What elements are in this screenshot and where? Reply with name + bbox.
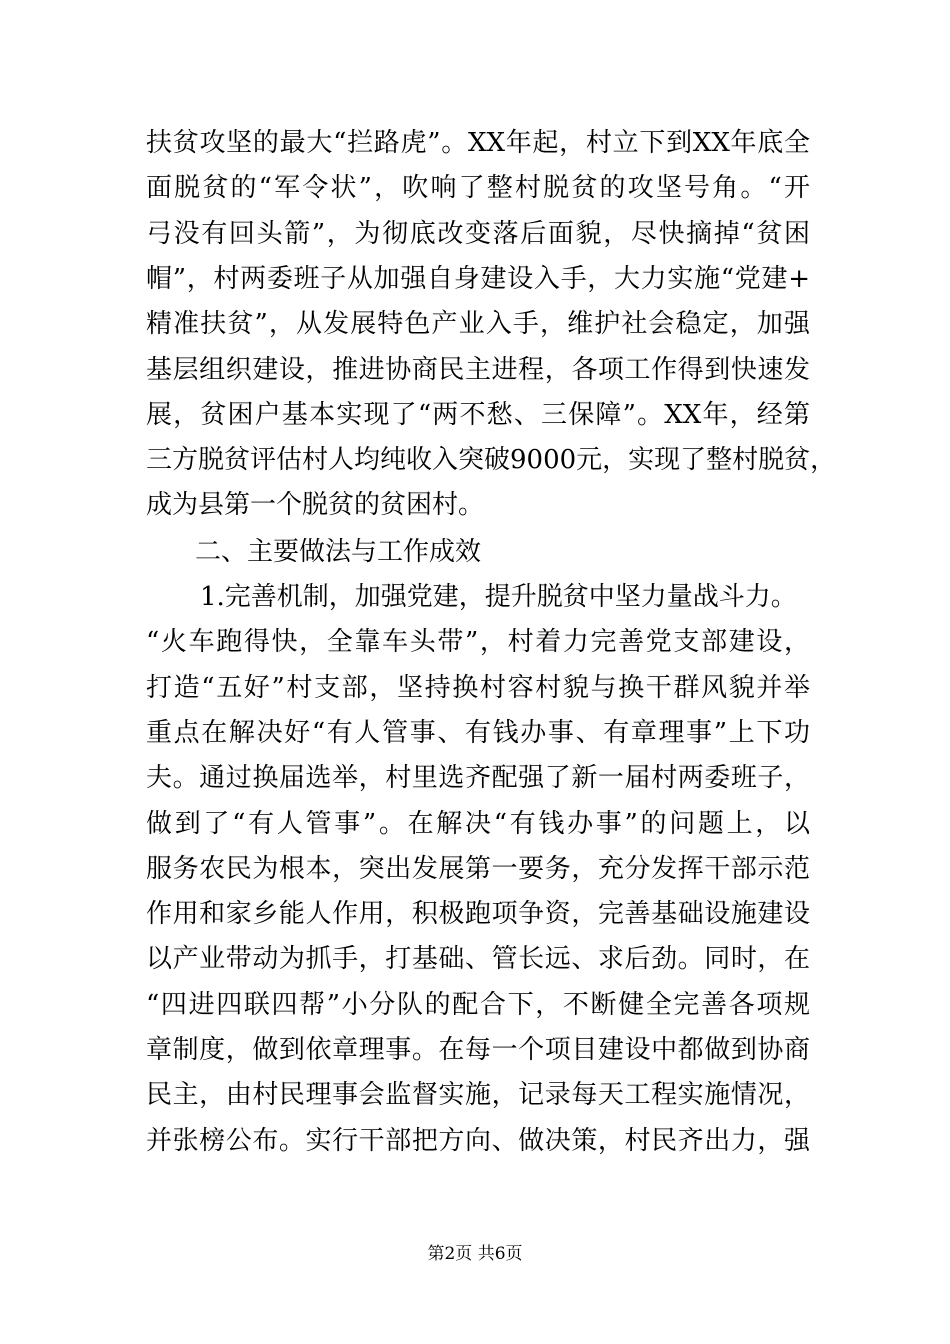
page-footer: 第2页 共6页 [427,1244,523,1264]
text-line: 精准扶贫”，从发展特色产业入手，维护社会稳定，加强 [146,309,810,340]
text-line: 做到了“有人管事”。在解决“有钱办事”的问题上，以 [146,808,810,839]
text-line: “火车跑得快，全靠车头带”，村着力完善党支部建设， [146,627,810,658]
text-line: 展，贫困户基本实现了“两不愁、三保障”。XX年，经第 [146,399,810,430]
text-line: 弓没有回头箭”，为彻底改变落后面貌，尽快摘掉“贫困 [146,218,810,249]
section-heading: 二、主要做法与工作成效 [195,537,482,567]
text-line: 1.完善机制，加强党建，提升脱贫中坚力量战斗力。 [200,582,797,612]
text-line: 服务农民为根本，突出发展第一要务，充分发挥干部示范 [146,853,810,884]
text-line: 三方脱贫评估村人均纯收入突破9000元，实现了整村脱贫， [146,445,837,476]
text-line: 成为县第一个脱贫的贫困村。 [146,490,485,521]
text-line: 作用和家乡能人作用，积极跑项争资，完善基础设施建设 [146,899,810,930]
text-line: “四进四联四帮”小分队的配合下，不断健全完善各项规 [146,989,810,1020]
text-line: 以产业带动为抓手，打基础、管长远、求后劲。同时，在 [146,944,810,975]
text-line: 基层组织建设，推进协商民主进程，各项工作得到快速发 [146,354,810,385]
text-line: 重点在解决好“有人管事、有钱办事、有章理事”上下功 [146,717,810,748]
text-line: 民主，由村民理事会监督实施，记录每天工程实施情况， [146,1080,810,1111]
text-line: 面脱贫的“军令状”，吹响了整村脱贫的攻坚号角。“开 [146,173,810,204]
text-line: 并张榜公布。实行干部把方向、做决策，村民齐出力，强 [146,1125,810,1156]
text-line: 帽”，村两委班子从加强自身建设入手，大力实施“党建+ [146,263,810,294]
text-line: 章制度，做到依章理事。在每一个项目建设中都做到协商 [146,1035,810,1065]
text-line: 扶贫攻坚的最大“拦路虎”。XX年起，村立下到XX年底全 [146,128,810,158]
text-line: 夫。通过换届选举，村里选齐配强了新一届村两委班子， [146,763,810,794]
text-line: 打造“五好”村支部，坚持换村容村貌与换干群风貌并举 [146,672,810,703]
